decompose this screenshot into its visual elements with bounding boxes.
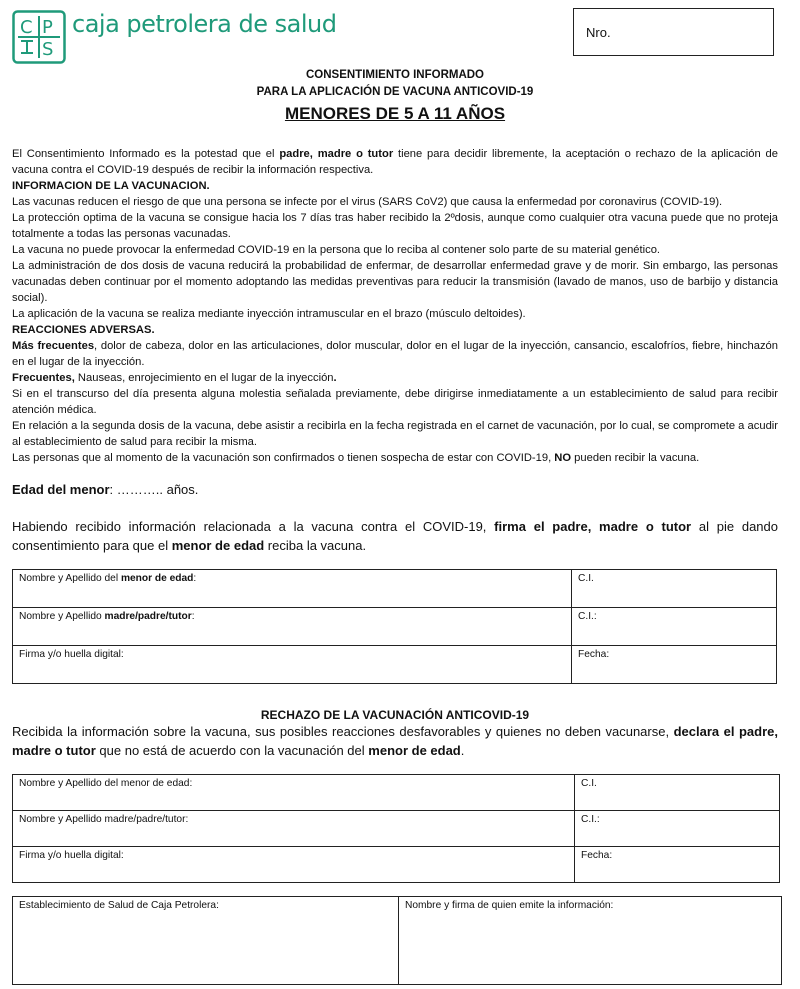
info-paragraph-1: Las vacunas reducen el riesgo de que una persona se infecte por el virus (SARS CoV2) que causa la enfermedad por coronavirus (COVID-19). (12, 196, 723, 208)
rechazo-table (12, 774, 780, 883)
consent-text-b: firma el padre, madre o tutor (494, 519, 692, 534)
consent-guardian-ci-cell[interactable] (572, 608, 777, 646)
info-paragraph-4: La administración de dos dosis de vacuna reducirá la probabilidad de enfermar, de desarrollar enfermedad grave y de morir. Sin embargo, las personas vacunadas deben continuar por el momento adoptando las medidas preventivas para reducir la transmisión (lavado de manos, uso de barbijo y distancia social). (12, 260, 778, 304)
rechazo-guardian-name-cell[interactable] (13, 811, 575, 847)
note-3-text-c: pueden recibir la vacuna. (571, 452, 700, 464)
rechazo-text-e: . (460, 743, 465, 758)
cell-label: Fecha: (581, 850, 613, 861)
consent-date-cell[interactable] (572, 646, 777, 684)
title-line-3: MENORES DE 5 A 11 AÑOS (284, 104, 506, 123)
cell-label: C.I.: (578, 611, 597, 622)
reactions-frequent (12, 338, 778, 370)
cell-label-colon: : (193, 573, 197, 584)
nro-box[interactable] (573, 8, 774, 56)
intro-paragraph (12, 146, 778, 178)
intro-text-a: El Consentimiento Informado es la potestad que el (12, 148, 280, 160)
note-3-text-b: NO (554, 452, 572, 464)
rechazo-signature-cell[interactable] (13, 847, 575, 883)
consent-text-c: al pie dando consentimiento para que el (12, 519, 778, 553)
nro-label: Nro. (586, 25, 611, 40)
rechazo-text-b: declara el padre, madre o tutor (12, 724, 778, 758)
cell-label: Nombre y Apellido (19, 611, 105, 622)
consent-minor-ci-cell[interactable] (572, 570, 777, 608)
frequent-text: , dolor de cabeza, dolor en las articulaciones, dolor muscular, dolor en el lugar de la inyección, cansancio, escalofríos, fiebre, hinchazón en el lugar de la inyección. (12, 340, 778, 368)
table-row (13, 811, 780, 847)
rechazo-minor-ci-cell[interactable] (575, 775, 780, 811)
table-row (13, 847, 780, 883)
rechazo-text-a: Recibida la información sobre la vacuna, sus posibles reacciones desfavorables y quienes no deben vacunarse, (12, 724, 674, 739)
table-row (13, 608, 777, 646)
consent-paragraph (12, 517, 778, 555)
cell-label: Firma y/o huella digital: (19, 649, 124, 660)
frequent-label: Más frecuentes (12, 340, 95, 352)
cell-label: Firma y/o huella digital: (19, 850, 124, 861)
consent-minor-name-cell[interactable] (13, 570, 572, 608)
frec-text: Nauseas, enrojecimiento en el lugar de la inyección (74, 372, 334, 384)
rechazo-date-cell[interactable] (575, 847, 780, 883)
intro-text-c: tiene para decidir libremente, la aceptación o rechazo de la aplicación de vacuna contra el COVID-19 después de recibir la información respectiva. (12, 148, 778, 176)
cell-label-bold: madre/padre/tutor (104, 611, 192, 622)
consent-text-d: menor de edad (171, 538, 265, 553)
cell-label: C.I. (581, 778, 597, 789)
reactions-frec (12, 370, 778, 386)
edad-field[interactable] (12, 482, 198, 497)
title-line-2: PARA LA APLICACIÓN DE VACUNA ANTICOVID-19 (256, 86, 534, 98)
frec-label: Frecuentes, (12, 372, 75, 384)
note-paragraph-2: En relación a la segunda dosis de la vacuna, debe asistir a recibirla en la fecha registrada en el carnet de vacunación, por lo cual, se compromete a acudir al establecimiento de salud para recibir la misma. (12, 420, 778, 448)
rechazo-text-c: que no está de acuerdo con la vacunación del (95, 743, 369, 758)
edad-value: : ……….. años. (109, 482, 199, 497)
logo (12, 10, 336, 64)
cell-label: C.I.: (581, 814, 600, 825)
edad-label: Edad del menor (12, 482, 110, 497)
note-paragraph-3 (12, 450, 778, 466)
rechazo-text-d: menor de edad (368, 743, 461, 758)
reactions-heading: REACCIONES ADVERSAS. (12, 324, 155, 336)
table-row (13, 897, 782, 985)
cell-label-bold: menor de edad (120, 573, 194, 584)
table-row (13, 775, 780, 811)
rechazo-guardian-ci-cell[interactable] (575, 811, 780, 847)
svg-text:C: C (20, 17, 33, 38)
svg-text:S: S (42, 39, 54, 60)
cell-label: C.I. (578, 573, 594, 584)
consent-table (12, 569, 777, 684)
cell-label: Nombre y Apellido madre/padre/tutor: (19, 814, 189, 825)
svg-text:P: P (42, 17, 53, 38)
cell-label: Fecha: (578, 649, 610, 660)
info-paragraph-2: La protección optima de la vacuna se consigue hacia los 7 días tras haber recibido la 2ºdosis, aunque como cualquier otra vacuna puede que no proteja totalmente a todas las personas vacunadas. (12, 212, 778, 240)
logo-text: caja petrolera de salud (72, 10, 337, 38)
intro-text-b: padre, madre o tutor (279, 148, 394, 160)
title-line-1: CONSENTIMIENTO INFORMADO (305, 69, 485, 81)
consent-guardian-name-cell[interactable] (13, 608, 572, 646)
consent-text-a: Habiendo recibido información relacionada a la vacuna contra el COVID-19, (12, 519, 495, 534)
footer-table (12, 896, 782, 985)
consent-signature-cell[interactable] (13, 646, 572, 684)
cell-label: Nombre y Apellido del menor de edad: (19, 778, 193, 789)
cell-label: Establecimiento de Salud de Caja Petrolera: (19, 900, 219, 911)
rechazo-paragraph (12, 722, 778, 760)
cps-logo-icon (12, 10, 66, 64)
issuer-signature-cell[interactable] (399, 897, 782, 985)
information-body (12, 146, 778, 466)
info-paragraph-5: La aplicación de la vacuna se realiza mediante inyección intramuscular en el brazo (músculo deltoides). (12, 308, 526, 320)
cell-label: Nombre y Apellido del (19, 573, 121, 584)
rechazo-minor-name-cell[interactable] (13, 775, 575, 811)
consent-text-e: reciba la vacuna. (264, 538, 367, 553)
info-heading: INFORMACION DE LA VACUNACION. (12, 180, 210, 192)
note-paragraph-1: Si en el transcurso del día presenta alguna molestia señalada previamente, debe dirigirse inmediatamente a un establecimiento de salud para recibir atención médica. (12, 388, 778, 416)
note-3-text-a: Las personas que al momento de la vacunación son confirmados o tienen sospecha de estar con COVID-19, (12, 452, 555, 464)
rechazo-title: RECHAZO DE LA VACUNACIÓN ANTICOVID-19 (260, 708, 530, 722)
establishment-cell[interactable] (13, 897, 399, 985)
table-row (13, 646, 777, 684)
table-row (13, 570, 777, 608)
cell-label: Nombre y firma de quien emite la información: (405, 900, 614, 911)
info-paragraph-3: La vacuna no puede provocar la enfermedad COVID-19 en la persona que lo reciba al contener solo parte de su material genético. (12, 244, 661, 256)
frec-dot: . (333, 372, 337, 384)
cell-label-colon: : (191, 611, 195, 622)
